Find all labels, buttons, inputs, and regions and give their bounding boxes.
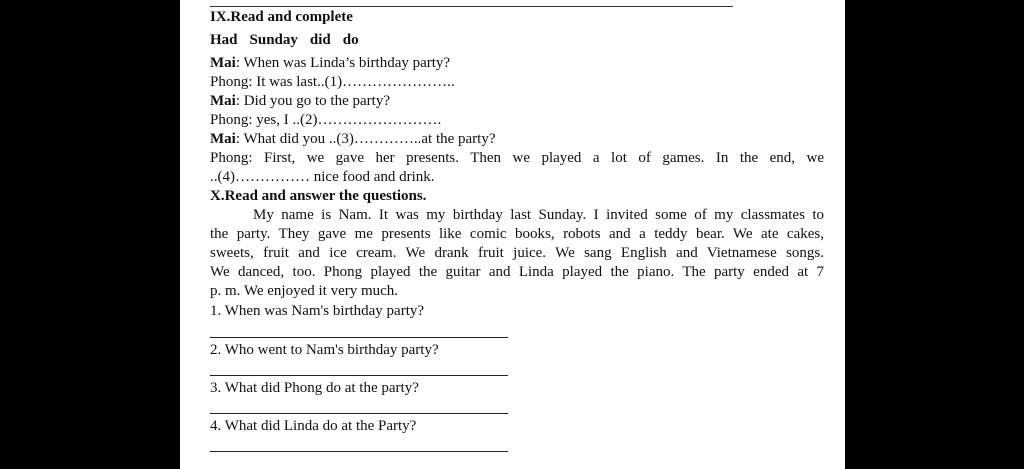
section-9-heading: IX.Read and complete (210, 9, 353, 25)
dialogue-line: Mai: What did you ..(3)…………..at the party? (210, 131, 496, 147)
answer-line-4[interactable] (210, 451, 508, 452)
passage-line: We danced, too. Phong played the guitar and Linda played the piano. The party ended at 7 (210, 264, 824, 280)
answer-line-3[interactable] (210, 413, 508, 414)
question-3: 3. What did Phong do at the party? (210, 380, 419, 396)
question-4: 4. What did Linda do at the Party? (210, 418, 417, 434)
word-bank-item: Sunday (249, 32, 298, 48)
word-bank-item: Had (210, 32, 238, 48)
question-2: 2. Who went to Nam's birthday party? (210, 342, 439, 358)
section-10-heading: X.Read and answer the questions. (210, 188, 427, 204)
word-bank-item: did (309, 32, 331, 48)
dialogue-line: ..(4)…………… nice food and drink. (210, 169, 435, 185)
dialogue-line: Mai: Did you go to the party? (210, 93, 390, 109)
dialogue-line: Phong: yes, I ..(2)……………………. (210, 112, 442, 128)
dialogue-line: Mai: When was Linda’s birthday party? (210, 55, 451, 71)
passage-line: sweets, fruit and ice cream. We drank fruit juice. We sang English and Vietnamese songs. (210, 245, 824, 261)
worksheet-page (180, 0, 845, 469)
question-1: 1. When was Nam's birthday party? (210, 303, 425, 319)
top-divider (210, 6, 733, 7)
word-bank (210, 31, 824, 50)
word-bank-item: do (342, 32, 359, 48)
passage-line: the party. They gave me presents like comic books, robots and a teddy bear. We ate cakes, (210, 226, 824, 242)
answer-line-2[interactable] (210, 375, 508, 376)
passage-line: p. m. We enjoyed it very much. (210, 283, 399, 299)
dialogue-line: Phong: It was last..(1)………………….. (210, 74, 455, 90)
answer-line-1[interactable] (210, 337, 508, 338)
dialogue-line: Phong: First, we gave her presents. Then we played a lot of games. In the end, we (210, 150, 824, 166)
passage-line: My name is Nam. It was my birthday last Sunday. I invited some of my classmates to (253, 207, 824, 223)
